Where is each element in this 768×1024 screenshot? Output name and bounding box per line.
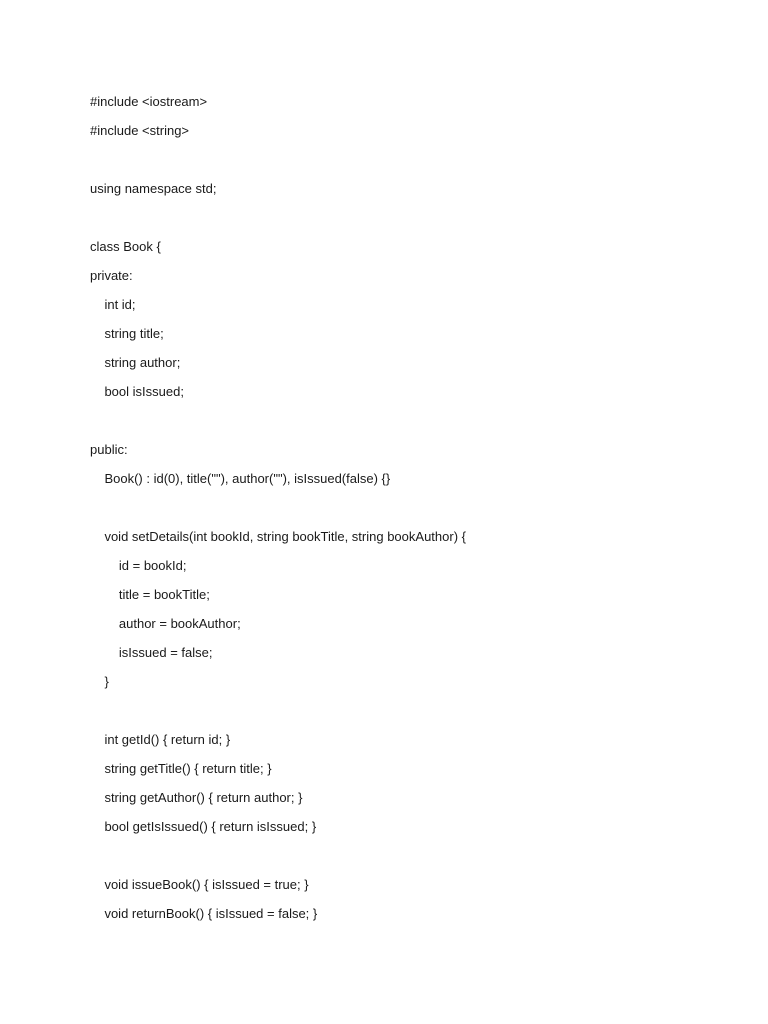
code-line: Book() : id(0), title(""), author(""), isIssued(false) {} xyxy=(90,471,391,486)
code-line: #include <iostream> xyxy=(90,94,208,109)
code-line xyxy=(90,493,730,522)
code-line: bool getIsIssued() { return isIssued; } xyxy=(90,819,317,834)
code-line: void returnBook() { isIssued = false; } xyxy=(90,906,318,921)
code-line: title = bookTitle; xyxy=(90,587,210,602)
code-line: void setDetails(int bookId, string bookTitle, string bookAuthor) { xyxy=(90,529,466,544)
code-line: int id; xyxy=(90,297,136,312)
code-line: id = bookId; xyxy=(90,558,187,573)
code-line: using namespace std; xyxy=(90,181,217,196)
code-line: string title; xyxy=(90,326,164,341)
code-line xyxy=(90,406,730,435)
code-line xyxy=(90,696,730,725)
code-line: public: xyxy=(90,442,128,457)
code-line: string getAuthor() { return author; } xyxy=(90,790,303,805)
code-line: void issueBook() { isIssued = true; } xyxy=(90,877,309,892)
code-line xyxy=(90,203,730,232)
code-line: } xyxy=(90,674,109,689)
code-line xyxy=(90,841,730,870)
code-line: int getId() { return id; } xyxy=(90,732,231,747)
code-line: bool isIssued; xyxy=(90,384,184,399)
code-line: isIssued = false; xyxy=(90,645,213,660)
code-line: string getTitle() { return title; } xyxy=(90,761,272,776)
code-line: author = bookAuthor; xyxy=(90,616,241,631)
code-listing xyxy=(90,87,730,928)
code-line: private: xyxy=(90,268,133,283)
code-line: string author; xyxy=(90,355,181,370)
code-line: class Book { xyxy=(90,239,161,254)
code-line xyxy=(90,145,730,174)
code-line: #include <string> xyxy=(90,123,190,138)
